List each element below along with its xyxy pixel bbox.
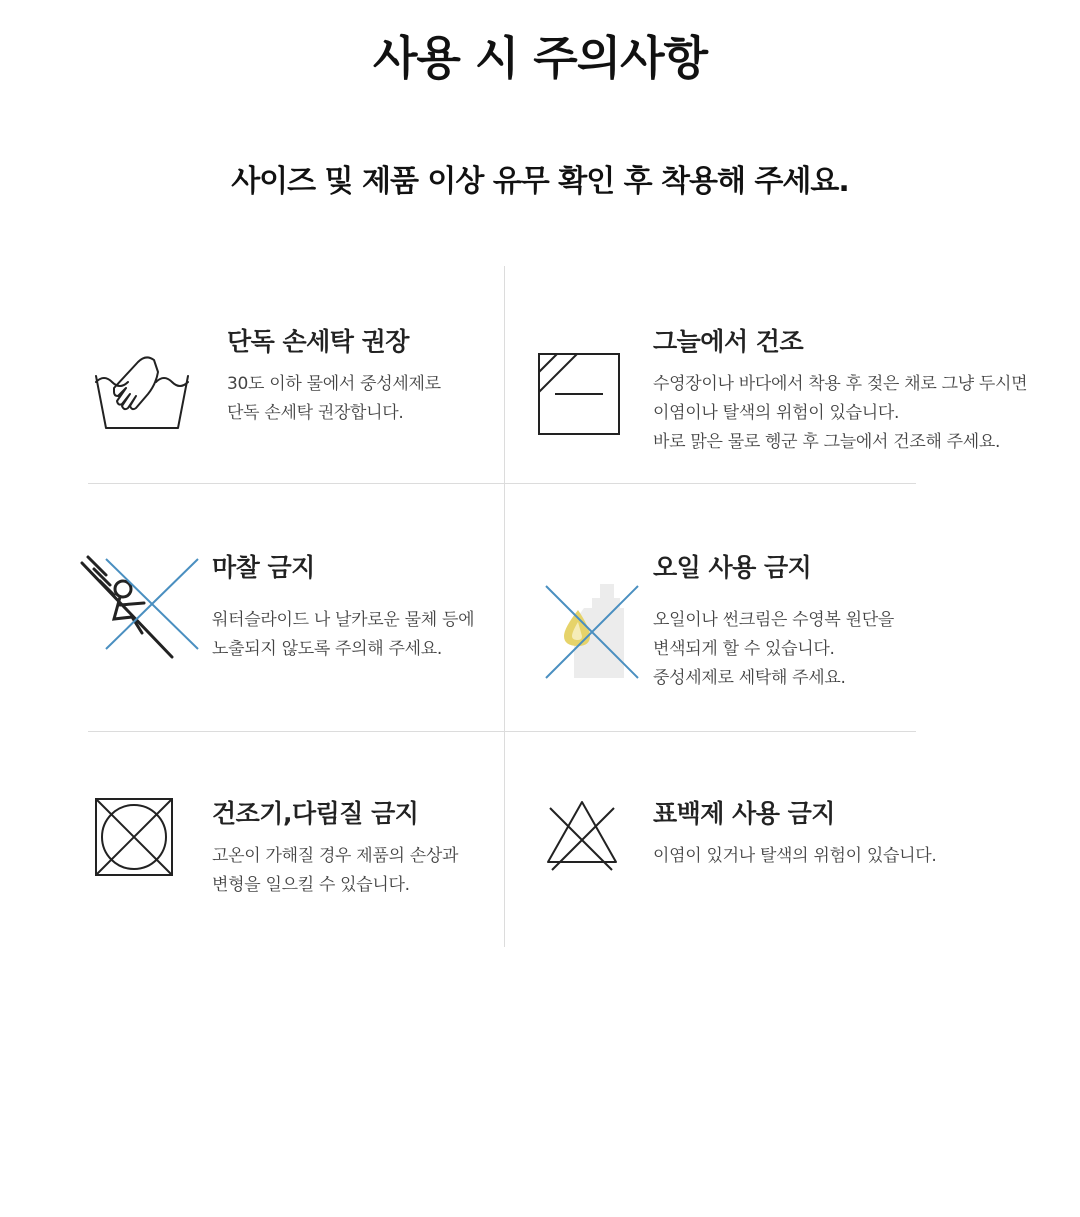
grid-divider-vertical bbox=[504, 266, 505, 947]
page-title: 사용 시 주의사항 bbox=[372, 31, 708, 85]
item-title: 건조기,다림질 금지 bbox=[212, 799, 419, 828]
item-description: 수영장이나 바다에서 착용 후 젖은 채로 그냥 두시면 이염이나 탈색의 위험이 있습니다. 바로 맑은 물로 헹군 후 그늘에서 건조해 주세요. bbox=[653, 374, 1028, 452]
item-description: 오일이나 썬크림은 수영복 원단을 변색되게 할 수 있습니다. 중성세제로 세탁해 주세요. bbox=[653, 610, 895, 688]
grid-divider-horizontal bbox=[88, 731, 916, 732]
no-oil-icon bbox=[544, 582, 640, 682]
no-bleach-icon bbox=[544, 798, 620, 872]
no-friction-icon bbox=[80, 553, 200, 659]
item-title: 단독 손세탁 권장 bbox=[227, 327, 409, 356]
grid-divider-horizontal bbox=[88, 483, 916, 484]
item-title: 표백제 사용 금지 bbox=[653, 799, 835, 828]
item-title: 그늘에서 건조 bbox=[653, 327, 804, 356]
page-subtitle: 사이즈 및 제품 이상 유무 확인 후 착용해 주세요. bbox=[231, 164, 849, 199]
item-title: 마찰 금지 bbox=[212, 553, 315, 582]
dry-in-shade-icon bbox=[537, 352, 621, 436]
no-tumble-dry-icon bbox=[94, 797, 174, 877]
item-title: 오일 사용 금지 bbox=[653, 553, 812, 582]
hand-wash-icon bbox=[92, 348, 192, 434]
item-description: 30도 이하 물에서 중성세제로 단독 손세탁 권장합니다. bbox=[227, 374, 441, 423]
item-description: 워터슬라이드 나 날카로운 물체 등에 노출되지 않도록 주의해 주세요. bbox=[212, 610, 475, 659]
item-description: 이염이 있거나 탈색의 위험이 있습니다. bbox=[653, 846, 937, 866]
item-description: 고온이 가해질 경우 제품의 손상과 변형을 일으킬 수 있습니다. bbox=[212, 846, 459, 895]
